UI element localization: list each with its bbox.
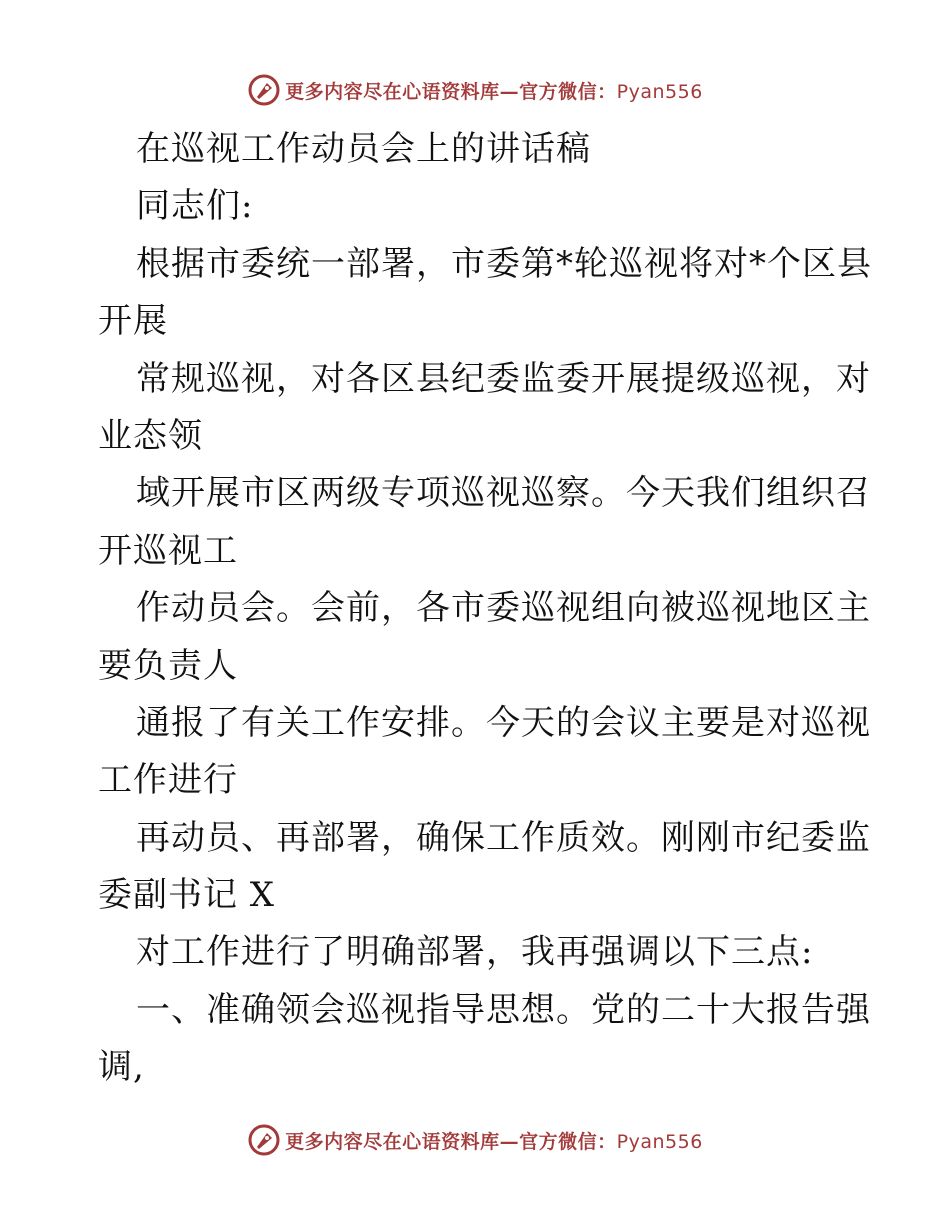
watermark-text: 更多内容尽在心语资料库—官方微信：Pyan556 <box>285 80 703 103</box>
paragraph-line: 业态领 <box>98 415 203 456</box>
paragraph-line: 常规巡视，对各区县纪委监委开展提级巡视，对 <box>136 358 871 399</box>
footer-watermark <box>0 1120 950 1160</box>
paragraph-line: 调, <box>98 1047 145 1088</box>
paragraph-line: 对工作进行了明确部署，我再强调以下三点: <box>136 932 814 973</box>
paragraph-line: 开巡视工 <box>98 530 238 571</box>
document-lines <box>98 178 872 1096</box>
document-title: 在巡视工作动员会上的讲话稿 <box>136 129 591 169</box>
paragraph-line: 域开展市区两级专项巡视巡察。今天我们组织召 <box>136 473 871 514</box>
paragraph-line: 委副书记 X <box>98 875 276 916</box>
paragraph-line: 再动员、再部署，确保工作质效。刚刚市纪委监 <box>136 817 871 858</box>
paragraph-line: 作动员会。会前，各市委巡视组向被巡视地区主 <box>136 588 871 629</box>
pen-nib-logo-icon <box>247 1123 281 1157</box>
document-body <box>98 121 872 1097</box>
watermark-wechat-id: Pyan556 <box>616 1130 703 1153</box>
watermark-wechat-id: Pyan556 <box>616 80 703 103</box>
paragraph-line: 同志们: <box>136 186 254 227</box>
paragraph-line: 通报了有关工作安排。今天的会议主要是对巡视 <box>136 702 871 743</box>
paragraph-line: 一、准确领会巡视指导思想。党的二十大报告强 <box>136 989 871 1030</box>
paragraph-line: 要负责人 <box>98 645 238 686</box>
paragraph-line: 开展 <box>98 301 168 342</box>
pen-nib-logo-icon <box>247 73 281 107</box>
paragraph-line: 根据市委统一部署，市委第*轮巡视将对*个区县 <box>136 243 872 284</box>
header-watermark <box>0 70 950 110</box>
paragraph-line: 工作进行 <box>98 760 238 801</box>
watermark-text: 更多内容尽在心语资料库—官方微信：Pyan556 <box>285 1130 703 1153</box>
